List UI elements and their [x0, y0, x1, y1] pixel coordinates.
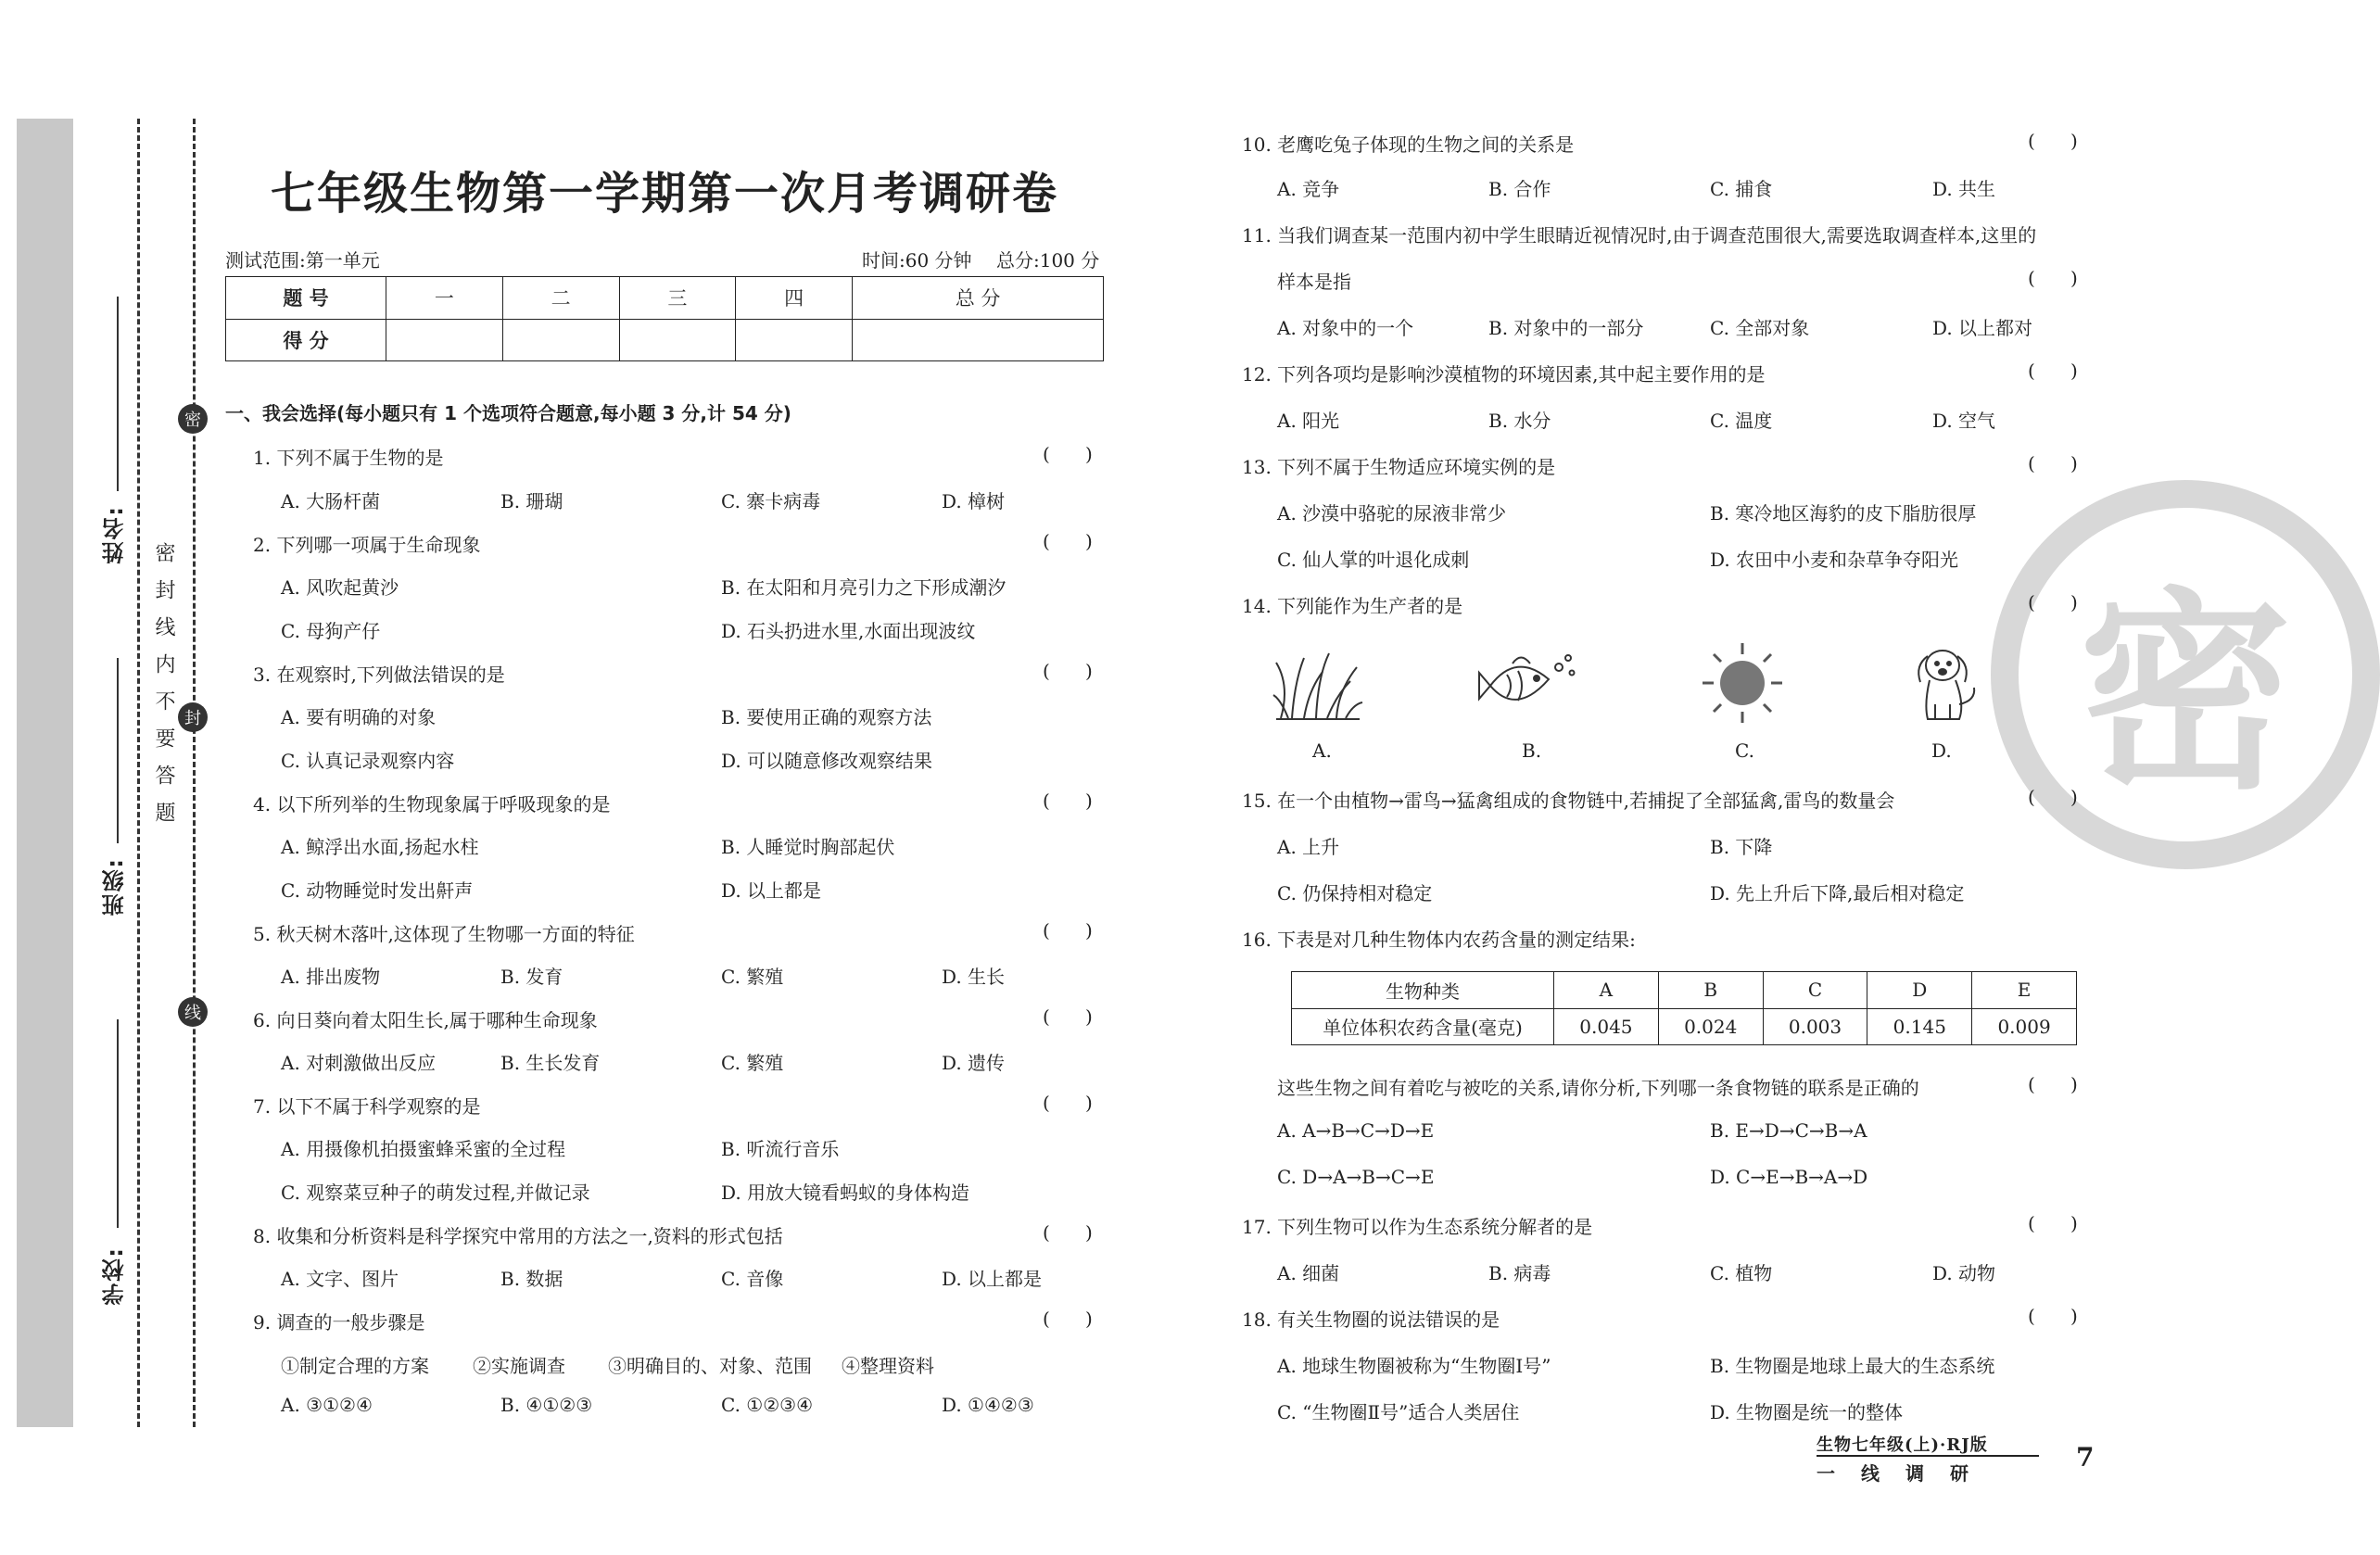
answer-paren[interactable]: ( )	[1043, 1092, 1093, 1114]
option: C. 捕食	[1710, 178, 1773, 200]
option: B. ④①②③	[500, 1394, 593, 1416]
binding-dashed-line-inner	[193, 119, 196, 1427]
option: A. 文字、图片	[281, 1268, 399, 1290]
question-stem-continued: 这些生物之间有着吃与被吃的关系,请你分析,下列哪一条食物链的联系是正确的	[1277, 1077, 1919, 1099]
option: A. 上升	[1277, 836, 1340, 858]
answer-paren[interactable]: ( )	[1043, 1308, 1093, 1330]
answer-paren[interactable]: ( )	[1043, 530, 1093, 552]
step-item: ②实施调查	[473, 1355, 565, 1377]
score-table-header-cell: 总 分	[853, 277, 1104, 320]
option: C. 全部对象	[1710, 317, 1810, 339]
step-item: ③明确目的、对象、范围	[608, 1355, 812, 1377]
option: B. 珊瑚	[500, 490, 563, 512]
option: B. 下降	[1710, 836, 1773, 858]
option: C. 认真记录观察内容	[281, 750, 455, 772]
step-item: ①制定合理的方案	[281, 1355, 429, 1377]
score-table-header-cell: 题 号	[226, 277, 386, 320]
score-table-header-cell: 一	[386, 277, 503, 320]
option: C. 植物	[1710, 1262, 1773, 1284]
score-table-header-cell: 二	[502, 277, 619, 320]
section-heading: 一、我会选择(每小题只有 1 个选项符合题意,每小题 3 分,计 54 分)	[225, 402, 791, 424]
option: A. A→B→C→D→E	[1277, 1119, 1435, 1142]
fish-icon	[1479, 647, 1581, 723]
option: B. 合作	[1488, 178, 1551, 200]
answer-paren[interactable]: ( )	[2028, 591, 2078, 613]
score-table-row-label: 得 分	[226, 319, 386, 361]
option: C. 仍保持相对稳定	[1277, 882, 1433, 904]
answer-paren[interactable]: ( )	[1043, 1005, 1093, 1028]
option: A. 阳光	[1277, 410, 1340, 432]
option-label: A.	[1312, 740, 1332, 762]
question-stem: 9. 调查的一般步骤是	[253, 1311, 425, 1334]
option: A. 竞争	[1277, 178, 1340, 200]
answer-paren[interactable]: ( )	[2028, 360, 2078, 382]
option: C. 母狗产仔	[281, 620, 381, 642]
option: D. C→E→B→A→D	[1710, 1166, 1868, 1188]
option: B. 数据	[500, 1268, 563, 1290]
answer-paren[interactable]: ( )	[2028, 1212, 2078, 1234]
name-label: 姓名:	[102, 505, 128, 564]
answer-paren[interactable]: ( )	[2028, 1305, 2078, 1327]
question-stem: 8. 收集和分析资料是科学探究中常用的方法之一,资料的形式包括	[253, 1225, 783, 1247]
option: B. 听流行音乐	[721, 1138, 840, 1160]
option: C. 繁殖	[721, 966, 784, 988]
option: B. 在太阳和月亮引力之下形成潮汐	[721, 576, 1006, 599]
option: A. 大肠杆菌	[281, 490, 381, 512]
option: B. 生长发育	[500, 1052, 601, 1074]
pesticide-table-cell: 0.145	[1867, 1008, 1972, 1045]
option: A. 对刺激做出反应	[281, 1052, 437, 1074]
question-stem: 4. 以下所列举的生物现象属于呼吸现象的是	[253, 793, 611, 815]
page-title: 七年级生物第一学期第一次月考调研卷	[270, 168, 1058, 220]
name-field[interactable]	[117, 297, 119, 491]
score-table-header-cell: 三	[619, 277, 736, 320]
option: C. 观察菜豆种子的萌发过程,并做记录	[281, 1182, 590, 1204]
score-cell[interactable]	[386, 319, 503, 361]
option: D. 空气	[1932, 410, 1996, 432]
question-stem: 17. 下列生物可以作为生态系统分解者的是	[1242, 1216, 1593, 1238]
question-stem: 2. 下列哪一项属于生命现象	[253, 534, 481, 556]
option: B. 生物圈是地球上最大的生态系统	[1710, 1355, 1995, 1377]
school-label: 学校:	[102, 1246, 128, 1306]
option: A. ③①②④	[281, 1394, 373, 1416]
option: D. 樟树	[942, 490, 1006, 512]
option: D. 石头扔进水里,水面出现波纹	[721, 620, 976, 642]
grass-icon	[1272, 649, 1364, 723]
footer-series: 一线调研	[1817, 1455, 2039, 1485]
option: A. 沙漠中骆驼的尿液非常少	[1277, 502, 1507, 525]
option: D. 以上都对	[1932, 317, 2033, 339]
answer-paren[interactable]: ( )	[2028, 267, 2078, 289]
answer-paren[interactable]: ( )	[1043, 660, 1093, 682]
answer-paren[interactable]: ( )	[1043, 790, 1093, 812]
score-cell[interactable]	[736, 319, 853, 361]
option: C. 动物睡觉时发出鼾声	[281, 879, 474, 902]
option: C. 仙人掌的叶退化成刺	[1277, 549, 1470, 571]
question-stem: 18. 有关生物圈的说法错误的是	[1242, 1308, 1500, 1331]
answer-paren[interactable]: ( )	[2028, 130, 2078, 152]
answer-paren[interactable]: ( )	[2028, 786, 2078, 808]
binding-margin-bar	[17, 119, 73, 1427]
question-stem: 13. 下列不属于生物适应环境实例的是	[1242, 456, 1556, 478]
option: D. 用放大镜看蚂蚁的身体构造	[721, 1182, 970, 1204]
pesticide-table-cell: 单位体积农药含量(毫克)	[1292, 1008, 1554, 1045]
option: A. 要有明确的对象	[281, 706, 437, 728]
option: A. 用摄像机拍摄蜜蜂采蜜的全过程	[281, 1138, 566, 1160]
question-stem-continued: 样本是指	[1277, 271, 1351, 293]
option: C. D→A→B→C→E	[1277, 1166, 1435, 1188]
option-label: B.	[1522, 740, 1542, 762]
pesticide-table	[1291, 971, 2077, 1045]
option: B. 病毒	[1488, 1262, 1551, 1284]
option: D. 以上都是	[942, 1268, 1043, 1290]
option-label: C.	[1735, 740, 1754, 762]
option: A. 地球生物圈被称为“生物圈Ⅰ号”	[1277, 1355, 1551, 1377]
option: A. 细菌	[1277, 1262, 1340, 1284]
option: D. 可以随意修改观察结果	[721, 750, 933, 772]
score-cell[interactable]	[619, 319, 736, 361]
option: D. 生长	[942, 966, 1006, 988]
question-stem: 14. 下列能作为生产者的是	[1242, 595, 1463, 617]
option: D. 农田中小麦和杂草争夺阳光	[1710, 549, 1959, 571]
binding-dashed-line-outer	[137, 119, 140, 1427]
question-stem: 7. 以下不属于科学观察的是	[253, 1095, 481, 1118]
class-label: 班级:	[102, 857, 128, 917]
option: B. 水分	[1488, 410, 1551, 432]
answer-paren[interactable]: ( )	[2028, 452, 2078, 474]
option: B. 寒冷地区海豹的皮下脂肪很厚	[1710, 502, 1977, 525]
question-stem: 1. 下列不属于生物的是	[253, 447, 444, 469]
pesticide-table-header: A	[1554, 972, 1659, 1009]
pesticide-table-header: B	[1658, 972, 1763, 1009]
option: C. “生物圈Ⅱ号”适合人类居住	[1277, 1401, 1520, 1423]
seal-circle-mi: 密	[178, 404, 208, 434]
pesticide-table-header: E	[1972, 972, 2077, 1009]
school-field[interactable]	[117, 1019, 119, 1228]
option: B. E→D→C→B→A	[1710, 1119, 1867, 1142]
option: D. 先上升后下降,最后相对稳定	[1710, 882, 1965, 904]
pesticide-table-header: D	[1867, 972, 1972, 1009]
score-cell[interactable]	[853, 319, 1104, 361]
test-time: 时间:60 分钟	[862, 249, 972, 272]
class-field[interactable]	[117, 658, 119, 843]
option: D. 生物圈是统一的整体	[1710, 1401, 1904, 1423]
score-table	[225, 276, 1104, 361]
footer-book-title: 生物七年级(上)·RJ版	[1817, 1435, 1988, 1455]
option: D. 以上都是	[721, 879, 822, 902]
option: A. 排出废物	[281, 966, 381, 988]
option: C. 寨卡病毒	[721, 490, 821, 512]
option: B. 发育	[500, 966, 563, 988]
option: B. 人睡觉时胸部起伏	[721, 836, 895, 858]
watermark-seal: 密	[1991, 480, 2380, 869]
pesticide-table-cell: 0.003	[1763, 1008, 1867, 1045]
option: C. 繁殖	[721, 1052, 784, 1074]
question-stem: 11. 当我们调查某一范围内初中学生眼睛近视情况时,由于调查范围很大,需要选取调查样本,这里的	[1242, 224, 2037, 247]
seal-circle-xian: 线	[178, 997, 208, 1027]
question-stem: 5. 秋天树木落叶,这体现了生物哪一方面的特征	[253, 923, 635, 945]
answer-paren[interactable]: ( )	[1043, 1221, 1093, 1244]
seal-circle-feng: 封	[178, 702, 208, 732]
question-stem: 16. 下表是对几种生物体内农药含量的测定结果:	[1242, 929, 1636, 951]
total-score: 总分:100 分	[996, 249, 1100, 272]
pesticide-table-header: C	[1763, 972, 1867, 1009]
question-stem: 12. 下列各项均是影响沙漠植物的环境因素,其中起主要作用的是	[1242, 363, 1766, 386]
answer-paren[interactable]: ( )	[2028, 1073, 2078, 1095]
puppy-icon	[1907, 639, 1981, 725]
answer-paren[interactable]: ( )	[1043, 443, 1093, 465]
option: D. ①④②③	[942, 1394, 1034, 1416]
option-label: D.	[1931, 740, 1952, 762]
option: D. 动物	[1932, 1262, 1996, 1284]
question-stem: 10. 老鹰吃兔子体现的生物之间的关系是	[1242, 133, 1575, 156]
question-stem: 3. 在观察时,下列做法错误的是	[253, 664, 505, 686]
sun-icon	[1696, 641, 1789, 725]
test-range: 测试范围:第一单元	[225, 249, 380, 272]
option: C. 温度	[1710, 410, 1773, 432]
score-table-header-cell: 四	[736, 277, 853, 320]
score-cell[interactable]	[502, 319, 619, 361]
pesticide-table-cell: 0.009	[1972, 1008, 2077, 1045]
option: A. 风吹起黄沙	[281, 576, 399, 599]
option: D. 共生	[1932, 178, 1996, 200]
option: D. 遗传	[942, 1052, 1006, 1074]
pesticide-table-cell: 0.024	[1658, 1008, 1763, 1045]
question-stem: 6. 向日葵向着太阳生长,属于哪种生命现象	[253, 1009, 598, 1031]
option: A. 鲸浮出水面,扬起水柱	[281, 836, 479, 858]
question-stem: 15. 在一个由植物→雷鸟→猛禽组成的食物链中,若捕捉了全部猛禽,雷鸟的数量会	[1242, 790, 1895, 812]
answer-paren[interactable]: ( )	[1043, 919, 1093, 942]
option: B. 对象中的一部分	[1488, 317, 1644, 339]
option: A. 对象中的一个	[1277, 317, 1414, 339]
page-number: 7	[2076, 1442, 2095, 1473]
step-item: ④整理资料	[842, 1355, 934, 1377]
pesticide-table-header: 生物种类	[1292, 972, 1554, 1009]
binding-warning: 密封线内不要答题	[152, 542, 175, 839]
option: B. 要使用正确的观察方法	[721, 706, 932, 728]
pesticide-table-cell: 0.045	[1554, 1008, 1659, 1045]
option: C. ①②③④	[721, 1394, 814, 1416]
option: C. 音像	[721, 1268, 784, 1290]
